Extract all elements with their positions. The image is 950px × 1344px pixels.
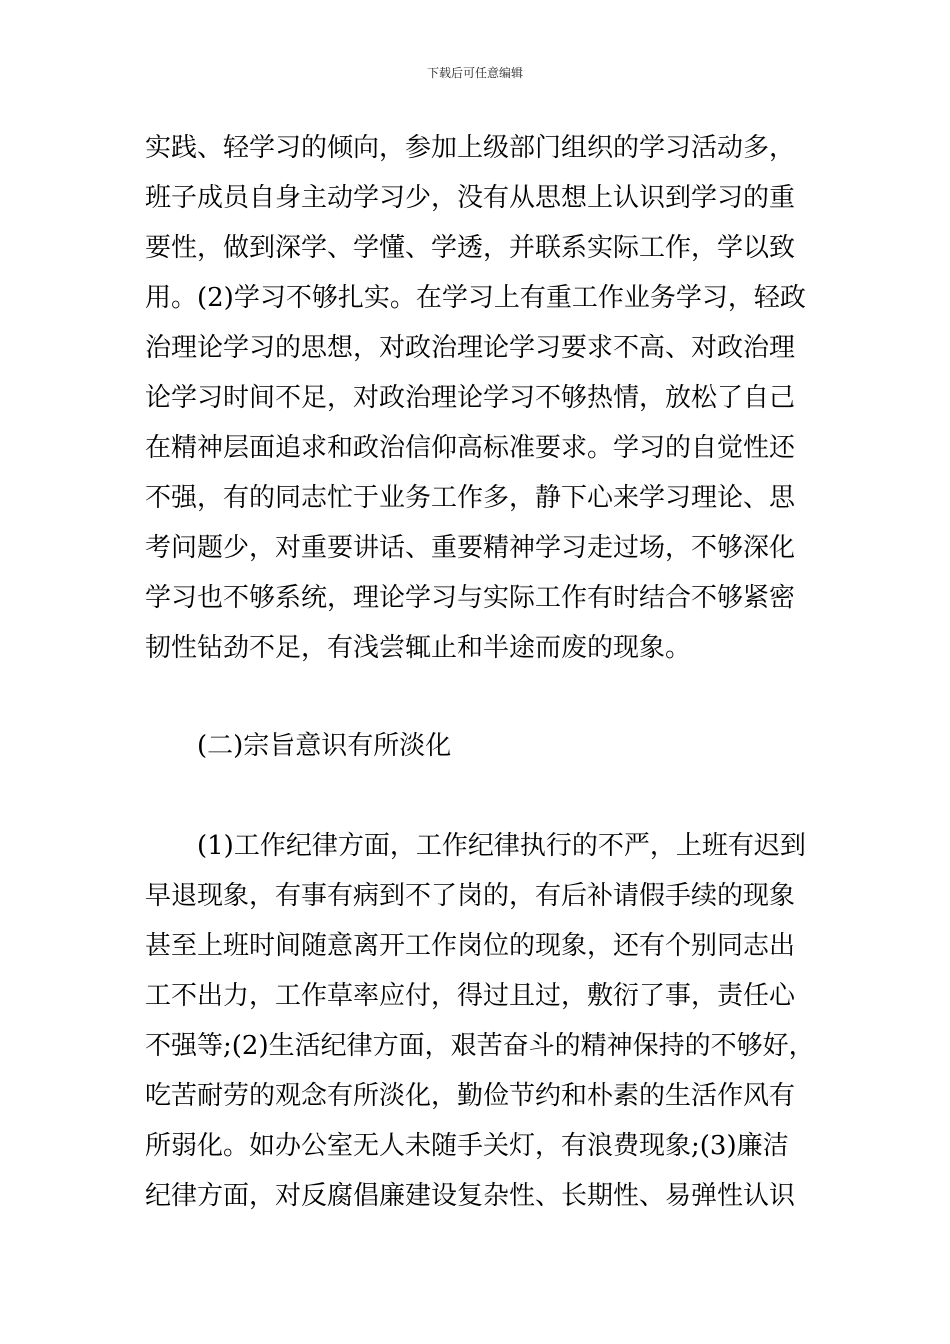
paragraph-study	[145, 123, 825, 673]
section-heading: (二)宗旨意识有所淡化	[197, 731, 452, 761]
paragraph-line: 考问题少，对重要讲话、重要精神学习走过场，不够深化	[145, 533, 796, 563]
paragraph-line: 不强等;(2)生活纪律方面，艰苦奋斗的精神保持的不够好，	[145, 1031, 815, 1061]
paragraph-line: 韧性钻劲不足，有浅尝辄止和半途而废的现象。	[145, 633, 692, 663]
document-body	[145, 123, 825, 1221]
page-header: 下载后可任意编辑	[426, 66, 523, 80]
paragraph-line: 在精神层面追求和政治信仰高标准要求。学习的自觉性还	[145, 433, 796, 463]
paragraph-line: 所弱化。如办公室无人未随手关灯，有浪费现象;(3)廉洁	[145, 1131, 789, 1161]
paragraph-line: 早退现象，有事有病到不了岗的，有后补请假手续的现象	[145, 881, 796, 911]
paragraph-line: 班子成员自身主动学习少，没有从思想上认识到学习的重	[145, 183, 796, 213]
paragraph-line: 要性，做到深学、学懂、学透，并联系实际工作，学以致	[145, 233, 796, 263]
paragraph-line: (1)工作纪律方面，工作纪律执行的不严，上班有迟到	[197, 831, 806, 861]
paragraph-line: 吃苦耐劳的观念有所淡化，勤俭节约和朴素的生活作风有	[145, 1081, 796, 1111]
paragraph-line: 用。(2)学习不够扎实。在学习上有重工作业务学习，轻政	[145, 283, 806, 313]
paragraph-line: 实践、轻学习的倾向，参加上级部门组织的学习活动多，	[145, 133, 796, 163]
paragraph-line: 学习也不够系统，理论学习与实际工作有时结合不够紧密	[145, 583, 796, 613]
paragraph-line: 不强，有的同志忙于业务工作多，静下心来学习理论、思	[145, 483, 796, 513]
paragraph-line: 纪律方面，对反腐倡廉建设复杂性、长期性、易弹性认识	[145, 1181, 796, 1211]
paragraph-line: 工不出力，工作草率应付，得过且过，敷衍了事，责任心	[145, 981, 796, 1011]
paragraph-line: 甚至上班时间随意离开工作岗位的现象，还有个别同志出	[145, 931, 796, 961]
paragraph-discipline	[145, 821, 825, 1221]
paragraph-line: 论学习时间不足，对政治理论学习不够热情，放松了自己	[145, 383, 796, 413]
paragraph-line: 治理论学习的思想，对政治理论学习要求不高、对政治理	[145, 333, 796, 363]
